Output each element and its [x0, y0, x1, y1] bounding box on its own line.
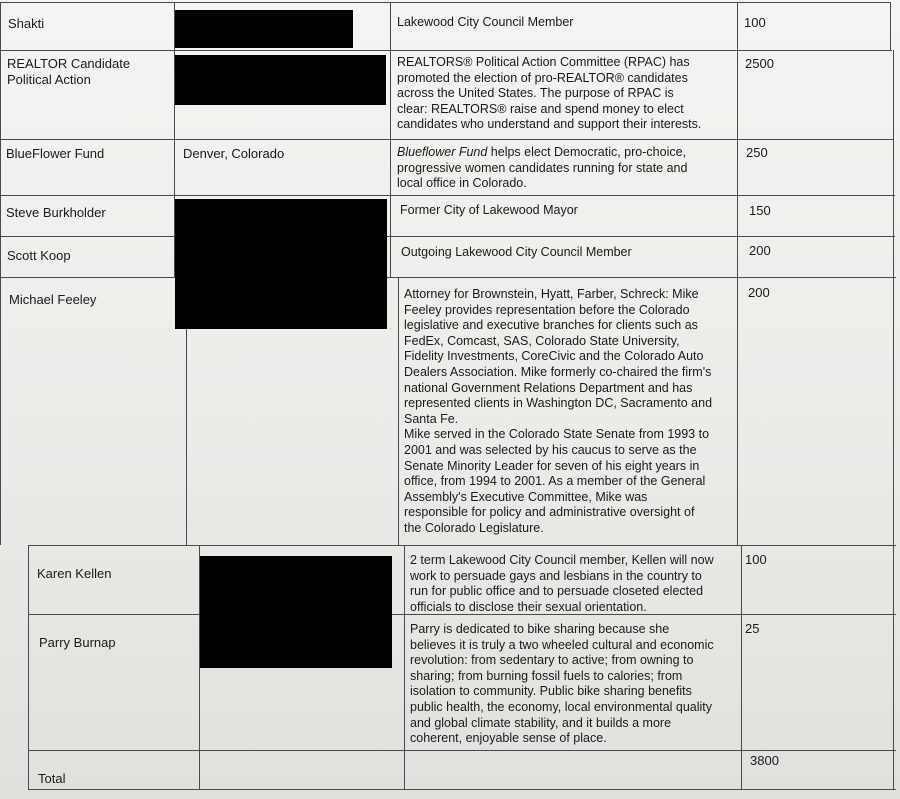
column-rule [404, 545, 405, 789]
column-rule [890, 2, 891, 50]
redaction-box [175, 199, 387, 329]
row-rule [0, 50, 892, 51]
row-rule [0, 2, 890, 3]
donor-location: Denver, Colorado [183, 146, 285, 161]
row-rule [28, 545, 896, 546]
row-rule [28, 750, 896, 751]
column-rule [893, 50, 894, 789]
row-rule [0, 139, 893, 140]
total-amount: 3800 [750, 753, 779, 768]
donor-amount: 250 [746, 145, 768, 160]
donor-description: 2 term Lakewood City Council member, Kellen will now work to persuade gays and lesbians in the country to run for public office and to persuade closeted elected officials to disclose their sexual orientation. [410, 553, 714, 614]
row-rule [28, 789, 896, 790]
donor-amount: 25 [745, 621, 760, 636]
total-label: Total [38, 771, 66, 786]
column-rule [0, 2, 1, 545]
donor-name: REALTOR Candidate Political Action [7, 56, 131, 87]
fund-description-text: helps elect Democratic, pro-choice, progressive women candidates running for state and local office in Colorado. [397, 145, 688, 191]
column-rule [28, 545, 29, 789]
donor-name: Shakti [8, 16, 45, 31]
row-rule [0, 277, 896, 278]
column-rule [390, 2, 391, 277]
donor-amount: 100 [745, 552, 767, 567]
donor-description: Former City of Lakewood Mayor [400, 203, 578, 217]
column-rule [741, 545, 742, 789]
donor-amount: 100 [744, 15, 766, 30]
column-rule [398, 277, 399, 545]
redaction-box [175, 55, 386, 105]
row-rule [0, 195, 895, 196]
donor-description: Outgoing Lakewood City Council Member [401, 245, 632, 259]
donor-amount: 200 [748, 285, 770, 300]
donor-description: Attorney for Brownstein, Hyatt, Farber, Schreck: Mike Feeley provides representation before the Colorado legislative and executive branches for clients such as FedEx, Comcast, SAS, Colorado State University, Fidelity Investments, CoreCivic and the Colorado Auto Dealers Association. Mike formerly co-chaired the firm's national Government Relations Department and has represented clients in Washington DC, Sacramento and Santa Fe. Mike served in the Colorado State Senate from 1993 to 2001 and was selected by his caucus to serve as the Senate Minority Leader for seven of his eight years in office, from 1994 to 2001. As a member of the General Assembly's Executive Committee, Mike was responsible for policy and administrative oversight of the Colorado Legislature. [404, 287, 713, 535]
redaction-box [200, 556, 392, 668]
donor-name: BlueFlower Fund [6, 146, 105, 161]
donor-amount: 2500 [745, 56, 774, 71]
donor-amount: 150 [749, 203, 771, 218]
row-rule [0, 236, 895, 237]
donor-name: Michael Feeley [9, 292, 97, 307]
donor-description: Lakewood City Council Member [397, 15, 574, 29]
donor-description: REALTORS® Political Action Committee (RPAC) has promoted the election of pro-REALTOR® candidates across the United States. The purpose of RPAC is clear: REALTORS® raise and spend money to elect candidates who understand and support their interests. [397, 55, 702, 132]
donor-name: Scott Koop [7, 248, 71, 263]
donor-description [397, 145, 687, 192]
redaction-box [175, 10, 353, 48]
donor-description: Parry is dedicated to bike sharing because she believes it is truly a two wheeled cultural and economic revolution: from sedentary to active; from owning to sharing; from burning fossil fuels to calories; from isolation to community. Public bike sharing benefits public health, the economy, local environmental quality and global climate stability, and it builds a more coherent, enjoyable sense of place. [410, 622, 714, 746]
donor-name: Karen Kellen [37, 566, 112, 581]
column-rule [737, 2, 738, 545]
donor-amount: 200 [749, 243, 771, 258]
donor-name: Parry Burnap [39, 635, 116, 650]
fund-name-italic: Blueflower Fund [397, 145, 488, 159]
donor-name: Steve Burkholder [6, 205, 106, 220]
